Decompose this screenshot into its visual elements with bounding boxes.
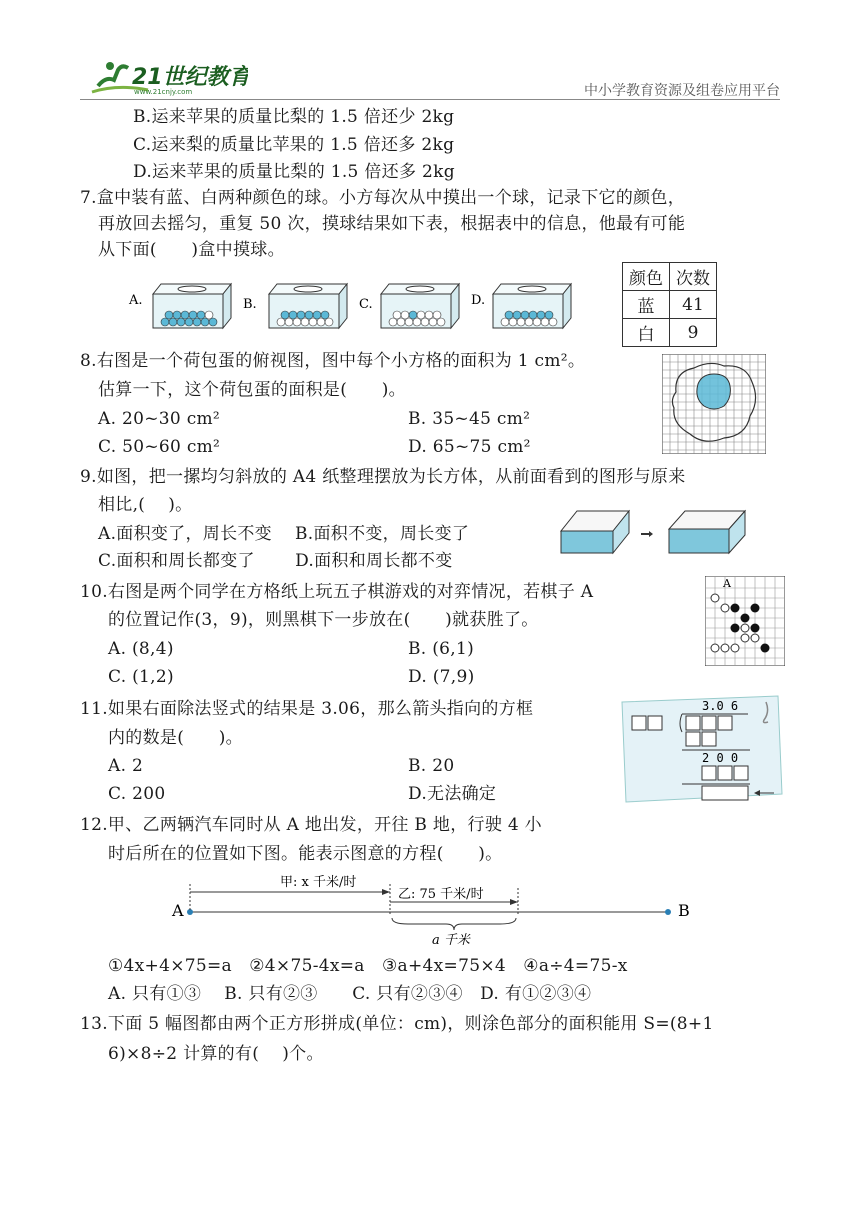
q10-line2: 的位置记作(3，9)，则黑棋下一步放在( )就获胜了。 (108, 610, 539, 630)
speed-jia-label: 甲: x 千米/时 (280, 875, 357, 890)
q9-line2: 相比,( )。 (98, 495, 193, 515)
table-cell: 41 (670, 291, 717, 319)
q11-option-b: B. 20 (408, 756, 455, 776)
q11-long-division-figure (618, 694, 786, 806)
runner-logo-icon (88, 56, 248, 96)
q13-line1: 13.下面 5 幅图都由两个正方形拼成(单位：cm)，则涂色部分的面积能用 S=(8+1 (80, 1014, 714, 1034)
q11-line2: 内的数是( )。 (108, 728, 243, 748)
q8-fried-egg-grid-figure (662, 354, 766, 454)
q7-frequency-table (622, 262, 717, 347)
q6-option-b: B.运来苹果的质量比梨的 1.5 倍还少 2kg (133, 107, 455, 127)
table-row (623, 291, 717, 319)
quotient-text: 3.0 6 (702, 699, 739, 713)
table-cell: 蓝 (623, 291, 670, 319)
table-header-row (623, 263, 717, 291)
box-label-b: B. (243, 297, 257, 312)
q7-line2: 再放回去摇匀，重复 50 次，摸球结果如下表，根据表中的信息，他最有可能 (98, 214, 686, 234)
q8-option-a: A. 20~30 cm² (98, 409, 221, 429)
piece-a-label: A (723, 577, 731, 590)
q12-route-diagram (168, 868, 698, 948)
table-cell: 9 (670, 319, 717, 347)
q9-line1: 9.如图，把一摞均匀斜放的 A4 纸整理摆放为长方体，从前面看到的图形与原来 (80, 467, 686, 487)
partial-remainder-text: 2 0 0 (702, 751, 739, 765)
q7-ball-boxes-figure (125, 278, 615, 332)
point-a-label: A (172, 901, 184, 920)
q8-option-b: B. 35~45 cm² (408, 409, 531, 429)
q10-option-a: A. (8,4) (108, 639, 174, 659)
table-header-count: 次数 (670, 263, 717, 291)
q12-equations: ①4x+4×75=a ②4×75-4x=a ③a+4x=75×4 ④a÷4=75-x (108, 956, 628, 976)
site-logo (88, 56, 248, 100)
box-label-c: C. (359, 297, 373, 312)
table-cell: 白 (623, 319, 670, 347)
q8-line2: 估算一下，这个荷包蛋的面积是( )。 (98, 380, 406, 400)
speed-yi-label: 乙: 75 千米/时 (398, 887, 484, 902)
q7-line1: 7.盒中装有蓝、白两种颜色的球。小方每次从中摸出一个球，记录下它的颜色， (80, 188, 686, 208)
q11-option-a: A. 2 (108, 756, 144, 776)
q10-gomoku-board-figure (705, 576, 785, 666)
q12-line1: 12.甲、乙两辆汽车同时从 A 地出发，开往 B 地，行驶 4 小 (80, 815, 542, 835)
q8-option-d: D. 65~75 cm² (408, 437, 531, 457)
q7-line3: 从下面( )盒中摸球。 (98, 240, 285, 260)
q9-paper-stack-figure (553, 505, 749, 557)
distance-a-label: a 千米 (432, 933, 470, 948)
q11-line1: 11.如果右面除法竖式的结果是 3.06，那么箭头指向的方框 (80, 699, 534, 719)
q9-line4: C.面积和周长都变了 D.面积和周长都不变 (98, 551, 453, 571)
logo-url-text: www.21cnjy.com (134, 88, 193, 96)
box-label-a: A. (129, 293, 143, 308)
q12-options: A. 只有①③ B. 只有②③ C. 只有②③④ D. 有①②③④ (108, 984, 592, 1004)
table-header-color: 颜色 (623, 263, 670, 291)
platform-name: 中小学教育资源及组卷应用平台 (584, 83, 780, 99)
q11-option-d: D.无法确定 (408, 784, 497, 804)
box-label-d: D. (471, 293, 486, 308)
q10-option-b: B. (6,1) (408, 639, 475, 659)
logo-text: 21世纪教育 (132, 65, 248, 90)
q6-option-d: D.运来苹果的质量比梨的 1.5 倍还多 2kg (133, 162, 455, 182)
q13-line2: 6)×8÷2 计算的有( )个。 (108, 1044, 324, 1064)
q9-line3: A.面积变了，周长不变 B.面积不变，周长变了 (98, 524, 470, 544)
header-divider (80, 99, 780, 100)
q12-line2: 时后所在的位置如下图。能表示图意的方程( )。 (108, 844, 503, 864)
point-b-label: B (678, 901, 690, 920)
q8-option-c: C. 50~60 cm² (98, 437, 221, 457)
q10-option-d: D. (7,9) (408, 667, 475, 687)
q8-line1: 8.右图是一个荷包蛋的俯视图，图中每个小方格的面积为 1 cm²。 (80, 351, 586, 371)
q11-option-c: C. 200 (108, 784, 166, 804)
table-row (623, 319, 717, 347)
q6-option-c: C.运来梨的质量比苹果的 1.5 倍还多 2kg (133, 135, 455, 155)
q10-line1: 10.右图是两个同学在方格纸上玩五子棋游戏的对弈情况，若棋子 A (80, 582, 594, 602)
q10-option-c: C. (1,2) (108, 667, 174, 687)
